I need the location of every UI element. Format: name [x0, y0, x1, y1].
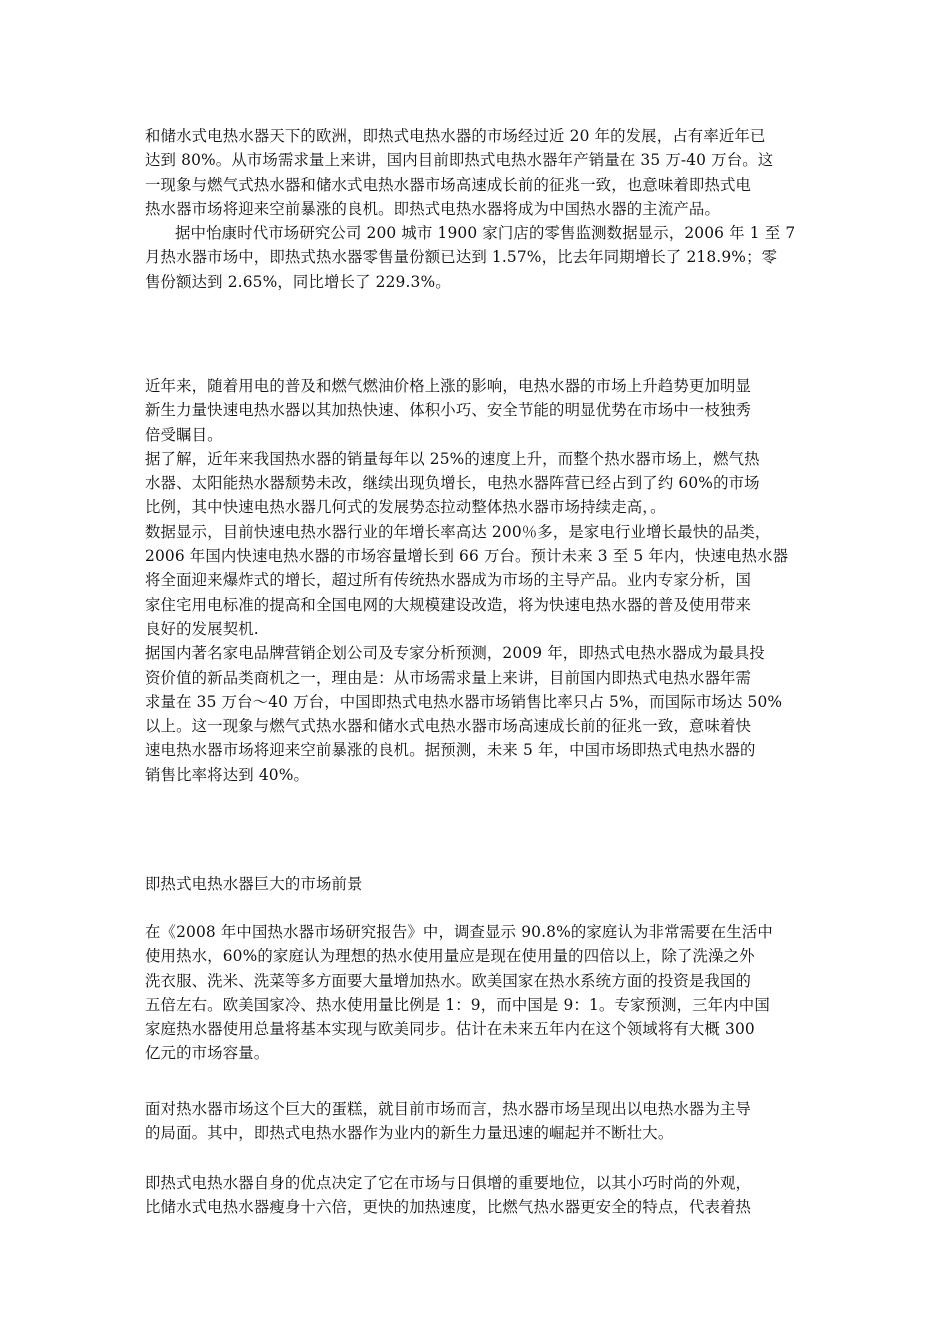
text-line: 月热水器市场中，即热式热水器零售量份额已达到 1.57%，比去年同期增长了 218.9%；零	[145, 248, 778, 267]
text-line: 近年来，随着用电的普及和燃气燃油价格上涨的影响，电热水器的市场上升趋势更加明显	[145, 377, 752, 395]
text-line: 使用热水，60%的家庭认为理想的热水使用量应是现在使用量的四倍以上，除了洗澡之外	[145, 947, 755, 966]
text-line: 2006 年国内快速电热水器的市场容量增长到 66 万台。预计未来 3 至 5 年内，快速电热水器	[145, 547, 789, 566]
text-line: 五倍左右。欧美国家冷、热水使用量比例是 1：9，而中国是 9：1。专家预测，三年内中国	[145, 995, 770, 1014]
paragraph-section-5	[145, 1171, 809, 1220]
text-line: 求量在 35 万台～40 万台，中国即热式电热水器市场销售比率只占 5%，而国际市场达 50%	[145, 692, 783, 711]
text-line: 达到 80%。从市场需求量上来讲，国内目前即热式电热水器年产销量在 35 万-40 万台。这	[145, 151, 774, 170]
section-heading	[145, 872, 809, 896]
paragraph-section-3	[145, 920, 809, 1066]
text-line: 家庭热水器使用总量将基本实现与欧美同步。估计在未来五年内在这个领域将有大概 300	[145, 1020, 755, 1039]
text-line: 速电热水器市场将迎来空前暴涨的良机。据预测，未来 5 年，中国市场即热式电热水器的	[145, 741, 756, 760]
text-line: 家住宅用电标准的提高和全国电网的大规模建设改造，将为快速电热水器的普及使用带来	[145, 595, 752, 614]
paragraph-section-1	[145, 124, 809, 294]
text-line: 新生力量快速电热水器以其加热快速、体积小巧、安全节能的明显优势在市场中一枝独秀	[145, 401, 752, 420]
heading-text: 即热式电热水器巨大的市场前景	[145, 875, 363, 893]
text-line: 倍受瞩目。	[145, 425, 223, 444]
text-line: 良好的发展契机.	[145, 619, 259, 638]
text-line: 和储水式电热水器天下的欧洲，即热式电热水器的市场经过近 20 年的发展，占有率近年已	[145, 127, 766, 145]
text-line: 据了解，近年来我国热水器的销量每年以 25%的速度上升，而整个热水器市场上，燃气热	[145, 449, 760, 468]
text-line: 比例，其中快速电热水器几何式的发展势态拉动整体热水器市场持续走高，。	[145, 498, 666, 517]
text-line: 一现象与燃气式热水器和储水式电热水器市场高速成长前的征兆一致，也意味着即热式电	[145, 175, 752, 194]
text-line: 将全面迎来爆炸式的增长，超过所有传统热水器成为市场的主导产品。业内专家分析，国	[145, 571, 752, 590]
text-line: 在《2008 年中国热水器市场研究报告》中，调查显示 90.8%的家庭认为非常需要在生活中	[145, 923, 773, 941]
text-line: 洗衣服、洗米、洗菜等多方面要大量增加热水。欧美国家在热水系统方面的投资是我国的	[145, 971, 752, 990]
text-line: 据国内著名家电品牌营销企划公司及专家分析预测，2009 年，即热式电热水器成为最具投	[145, 644, 765, 663]
text-line: 资价值的新品类商机之一，理由是：从市场需求量上来讲，目前国内即热式电热水器年需	[145, 668, 752, 687]
text-line: 面对热水器市场这个巨大的蛋糕，就目前市场而言，热水器市场呈现出以电热水器为主导	[145, 1100, 752, 1118]
text-line: 亿元的市场容量。	[145, 1044, 270, 1063]
text-line: 销售比率将达到 40%。	[145, 765, 310, 784]
text-line: 售份额达到 2.65%，同比增长了 229.3%。	[145, 272, 451, 291]
text-line: 数据显示，目前快速电热水器行业的年增长率高达 200％多，是家电行业增长最快的品类，	[145, 522, 771, 541]
paragraph-section-2	[145, 374, 809, 787]
text-line: 水器、太阳能热水器颓势未改，继续出现负增长，电热水器阵营已经占到了约 60%的市场	[145, 474, 760, 493]
text-line: 据中怡康时代市场研究公司 200 城市 1900 家门店的零售监测数据显示，2006 年 1 至 7	[175, 224, 796, 243]
paragraph-section-4	[145, 1097, 809, 1146]
text-line: 比储水式电热水器瘦身十六倍，更快的加热速度，比燃气热水器更安全的特点，代表着热	[145, 1198, 752, 1217]
text-line: 的局面。其中，即热式电热水器作为业内的新生力量迅速的崛起并不断壮大。	[145, 1124, 674, 1143]
text-line: 以上。这一现象与燃气式热水器和储水式电热水器市场高速成长前的征兆一致，意味着快	[145, 717, 752, 736]
text-line: 即热式电热水器自身的优点决定了它在市场与日俱增的重要地位，以其小巧时尚的外观，	[145, 1174, 752, 1192]
text-line: 热水器市场将迎来空前暴涨的良机。即热式电热水器将成为中国热水器的主流产品。	[145, 199, 721, 218]
